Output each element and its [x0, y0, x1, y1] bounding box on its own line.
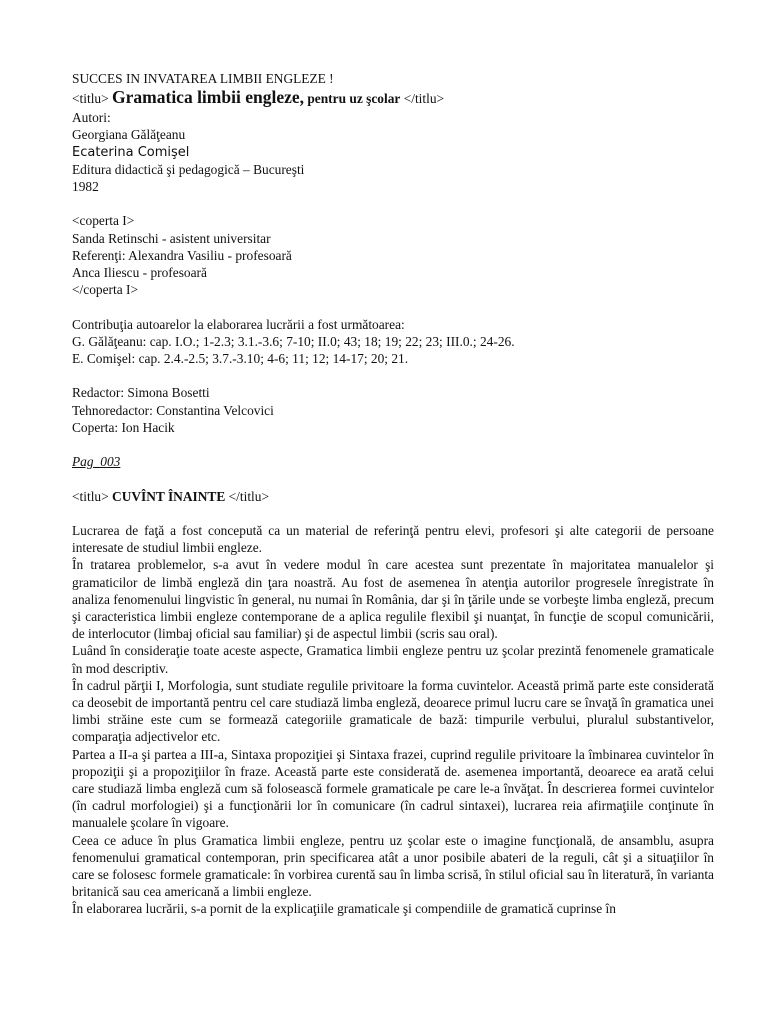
coperta-line: Anca Iliescu - profesoară: [72, 265, 207, 281]
book-title-line: [72, 87, 714, 109]
credit-line: Coperta: Ion Hacik: [72, 419, 175, 435]
body-paragraph: Ceea ce aduce în plus Gramatica limbii engleze, pentru uz şcolar este o imagine funcţională, de ansamblu, asupra fenomenului gramatical contemporan, prin specificarea atât a unor posibile abateri de la reguli, cât şi a situaţiilor în care se folosesc formele gramaticale: în vorbirea curentă sau în limba scrisă, în stilul oficial sau în literatură, în varianta britanică sau cea americană a limbii engleze.: [72, 832, 714, 900]
body-paragraph: În elaborarea lucrării, s-a pornit de la explicaţiile gramaticale şi compendiile de gramatică cuprinse în: [72, 901, 616, 917]
body-paragraph: Partea a II-a şi partea a III-a, Sintaxa propoziţiei şi Sintaxa frazei, cuprind regulile privitoare la îmbinarea cuvintelor în propoziţii şi a propoziţiilor în fraze. Această parte este considerată de. asemenea importantă, deoarece ea arată celui care studiază limba engleză cum să folosească formele gramaticale pe care le-a învăţat. În descrierea formei cuvintelor (în cadrul morfologiei) şi a funcţionării lor în comunicare (în cadrul sintaxei), lucrarea reia afirmaţiile conţinute în manualele şcolare în vigoare.: [72, 746, 714, 831]
contributions-intro: Contribuţia autoarelor la elaborarea lucrării a fost următoarea:: [72, 316, 405, 332]
author-name: Georgiana Gălăţeanu: [72, 127, 186, 143]
titlu-close-tag: </titlu>: [225, 488, 270, 504]
succes-heading: SUCCES IN INVATAREA LIMBII ENGLEZE !: [72, 71, 334, 86]
contribution-line: E. Comişel: cap. 2.4.-2.5; 3.7.-3.10; 4-6; 11; 12; 14-17; 20; 21.: [72, 351, 409, 367]
titlu-close-tag: </titlu>: [400, 91, 445, 107]
credit-line: Tehnoredactor: Constantina Velcovici: [72, 402, 274, 418]
body-paragraph: În cadrul părţii I, Morfologia, sunt studiate regulile privitoare la forma cuvintelor. Această primă parte este considerată ca deosebit de importantă pentru cel care studiază limba engleză, deoarece primul lucru care se învaţă în gramatica unei limbi străine este cum se formează categoriile gramaticale de bază: timpurile verbului, pluralul substantivelor, comparaţia adjectivelor etc.: [72, 677, 714, 745]
section-title-line: [72, 488, 714, 505]
credit-line: Redactor: Simona Bosetti: [72, 385, 210, 401]
page-number-marker: Pag_003: [72, 454, 121, 470]
coperta-close-tag: </coperta I>: [72, 282, 139, 298]
contribution-line: G. Gălăţeanu: cap. I.O.; 1-2.3; 3.1.-3.6; 7-10; II.0; 43; 18; 19; 22; 23; III.0.; 24-26.: [72, 333, 515, 349]
titlu-open-tag: <titlu>: [72, 91, 113, 107]
body-paragraph: Luând în consideraţie toate aceste aspecte, Gramatica limbii engleze pentru uz şcolar prezintă fenomenele gramaticale în mod descriptiv.: [72, 643, 714, 676]
coperta-open-tag: <coperta I>: [72, 213, 135, 229]
coperta-line: Referenţi: Alexandra Vasiliu - profesoară: [72, 247, 292, 263]
coperta-line: Sanda Retinschi - asistent universitar: [72, 230, 271, 246]
section-title: CUVÎNT ÎNAINTE: [112, 488, 226, 504]
authors-label: Autori:: [72, 110, 111, 126]
body-paragraph: Lucrarea de faţă a fost concepută ca un material de referinţă pentru elevi, profesori şi alte categorii de persoane interesate de studiul limbii engleze.: [72, 522, 714, 556]
author-name: Ecaterina Comişel: [72, 144, 190, 160]
body-paragraph: În tratarea problemelor, s-a avut în vedere modul în care acestea sunt prezentate în majoritatea manualelor şi gramaticilor de limbă engleză din ţara noastră. Au fost de asemenea în atenţia autorilor progresele înregistrate în analiza fenomenului lingvistic în general, nu numai în România, dar şi în ţările unde se vorbeşte limba engleză, precum şi caracteristica limbii engleze contemporane de a aplica regulile flexibil şi nuanţat, în funcţie de scopul comunicării, de interlocutor (limbaj oficial sau familiar) şi de aspectul limbii (scris sau oral).: [72, 557, 714, 642]
book-title: Gramatica limbii engleze,: [112, 87, 304, 108]
publisher: Editura didactică şi pedagogică – Bucureşti: [72, 161, 305, 177]
titlu-open-tag: <titlu>: [72, 488, 113, 504]
publication-year: 1982: [72, 179, 99, 195]
book-subtitle: pentru uz şcolar: [304, 91, 401, 107]
